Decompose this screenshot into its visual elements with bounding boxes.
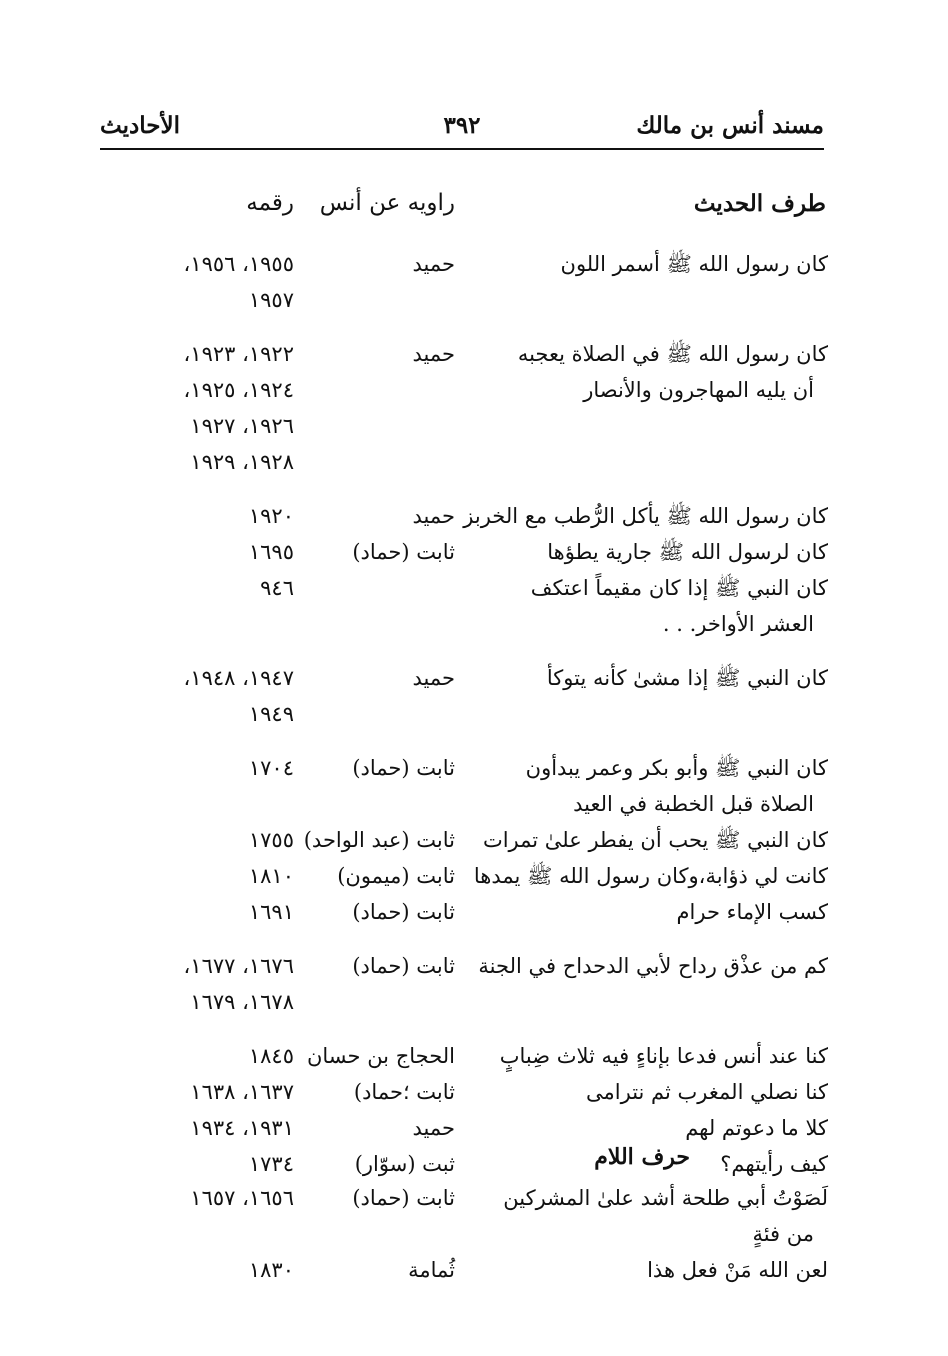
hadith-number: ١٦٩٥ bbox=[248, 540, 294, 564]
hadith-number: ١٩٤٧، ١٩٤٨، bbox=[183, 666, 294, 690]
table-row bbox=[0, 570, 948, 606]
hadith-text: أن يليه المهاجرون والأنصار bbox=[583, 378, 814, 402]
table-row bbox=[0, 498, 948, 534]
table-row bbox=[0, 372, 948, 408]
hadith-number: ١٨٤٥ bbox=[248, 1044, 294, 1068]
hadith-text: كان النبي ﷺ وأبو بكر وعمر يبدأون bbox=[525, 756, 828, 780]
hadith-number: ١٩٢٤، ١٩٢٥، bbox=[183, 378, 294, 402]
hadith-number: ١٦٩١ bbox=[248, 900, 294, 924]
hadith-text: العشر الأواخر. . . bbox=[662, 612, 814, 636]
narrator-text: الحجاج بن حسان bbox=[306, 1044, 455, 1068]
narrator-text: حميد bbox=[412, 252, 455, 276]
hadith-index-list bbox=[0, 246, 948, 1182]
hadith-text: كان النبي ﷺ يحب أن يفطر علىٰ تمرات bbox=[482, 828, 828, 852]
table-row bbox=[0, 1074, 948, 1110]
book-title: مسند أنس بن مالك bbox=[636, 112, 824, 139]
section-name: الأحاديث bbox=[100, 112, 180, 139]
table-row bbox=[0, 444, 948, 480]
table-row bbox=[0, 750, 948, 786]
hadith-number: ١٧٠٤ bbox=[248, 756, 294, 780]
hadith-number: ١٨٣٠ bbox=[248, 1258, 294, 1282]
hadith-text: الصلاة قبل الخطبة في العيد bbox=[573, 792, 814, 816]
column-header-narrator: راويه عن أنس bbox=[319, 190, 455, 216]
hadith-number: ١٩٣١، ١٩٣٤ bbox=[190, 1116, 294, 1140]
hadith-number: ١٦٥٦، ١٦٥٧ bbox=[190, 1186, 294, 1210]
hadith-text: كان النبي ﷺ إذا مشىٰ كأنه يتوكأ bbox=[546, 666, 828, 690]
hadith-text: لَصَوْتُ أبي طلحة أشد علىٰ المشركين bbox=[503, 1186, 828, 1210]
table-row bbox=[0, 858, 948, 894]
table-row bbox=[0, 1110, 948, 1146]
narrator-text: ثابت (عبد الواحد) bbox=[303, 828, 455, 852]
column-header-hadith: طرف الحديث bbox=[693, 190, 826, 217]
table-row bbox=[0, 786, 948, 822]
table-row bbox=[0, 606, 948, 642]
column-header-number: رقمه bbox=[246, 190, 294, 216]
hadith-number: ١٩٢٠ bbox=[248, 504, 294, 528]
hadith-number: ١٦٣٧، ١٦٣٨ bbox=[190, 1080, 294, 1104]
hadith-text: كان رسول الله ﷺ أسمر اللون bbox=[560, 252, 828, 276]
hadith-number: ١٧٣٤ bbox=[248, 1152, 294, 1176]
hadith-number: ١٨١٠ bbox=[248, 864, 294, 888]
table-row bbox=[0, 282, 948, 318]
narrator-text: ثبت (سوّار) bbox=[354, 1152, 455, 1176]
hadith-text: كنا عند أنس فدعا بإناءٍ فيه ثلاث ضِبابٍ bbox=[499, 1044, 828, 1068]
hadith-text: كان النبي ﷺ إذا كان مقيماً اعتكف bbox=[530, 576, 828, 600]
narrator-text: ثابت ؛حماد) bbox=[353, 1080, 455, 1104]
narrator-text: ثابت (حماد) bbox=[352, 900, 455, 924]
table-row bbox=[0, 408, 948, 444]
table-row bbox=[0, 822, 948, 858]
table-row bbox=[0, 1180, 948, 1216]
table-row bbox=[0, 534, 948, 570]
hadith-number: ١٩٢٦، ١٩٢٧ bbox=[190, 414, 294, 438]
section-title: حرف اللام bbox=[594, 1144, 690, 1170]
hadith-text: من فئةٍ bbox=[752, 1222, 814, 1246]
table-row bbox=[0, 696, 948, 732]
narrator-text: ثابت (حماد) bbox=[352, 954, 455, 978]
hadith-text: كم من عذْق رداح لأبي الدحداح في الجنة bbox=[478, 954, 828, 978]
hadith-text: كسب الإماء حرام bbox=[676, 900, 828, 924]
narrator-text: حميد bbox=[412, 342, 455, 366]
hadith-index-list-lam bbox=[0, 1180, 948, 1288]
table-row bbox=[0, 1146, 948, 1182]
narrator-text: حميد bbox=[412, 1116, 455, 1140]
hadith-number: ١٩٢٢، ١٩٢٣، bbox=[183, 342, 294, 366]
table-row bbox=[0, 894, 948, 930]
running-header bbox=[100, 112, 824, 146]
narrator-text: ثابت (حماد) bbox=[352, 540, 455, 564]
hadith-number: ١٧٥٥ bbox=[248, 828, 294, 852]
table-row bbox=[0, 246, 948, 282]
narrator-text: ثابت (حماد) bbox=[352, 756, 455, 780]
hadith-text: كنا نصلي المغرب ثم نترامى bbox=[586, 1080, 828, 1104]
hadith-number: ٩٤٦ bbox=[260, 576, 294, 600]
hadith-text: كان رسول الله ﷺ يأكل الرُّطب مع الخربز bbox=[463, 504, 828, 528]
narrator-text: ثابت (حماد) bbox=[352, 1186, 455, 1210]
hadith-number: ١٩٥٥، ١٩٥٦، bbox=[183, 252, 294, 276]
hadith-text: كان رسول الله ﷺ في الصلاة يعجبه bbox=[517, 342, 828, 366]
table-row bbox=[0, 336, 948, 372]
narrator-text: حميد bbox=[412, 666, 455, 690]
hadith-number: ١٩٥٧ bbox=[248, 288, 294, 312]
narrator-text: ثُمامة bbox=[408, 1258, 455, 1282]
hadith-text: كلا ما دعوتم لهم bbox=[685, 1116, 828, 1140]
narrator-text: حميد bbox=[412, 504, 455, 528]
table-row bbox=[0, 1252, 948, 1288]
table-row bbox=[0, 984, 948, 1020]
hadith-number: ١٩٤٩ bbox=[248, 702, 294, 726]
narrator-text: ثابت (ميمون) bbox=[337, 864, 455, 888]
hadith-text: كان لرسول الله ﷺ جارية يطؤها bbox=[547, 540, 828, 564]
table-row bbox=[0, 1216, 948, 1252]
page-number: ٣٩٢ bbox=[443, 112, 481, 139]
table-row bbox=[0, 660, 948, 696]
table-row bbox=[0, 1038, 948, 1074]
hadith-text: كيف رأيتهم؟ bbox=[720, 1152, 828, 1176]
table-row bbox=[0, 948, 948, 984]
hadith-number: ١٩٢٨، ١٩٢٩ bbox=[190, 450, 294, 474]
header-rule bbox=[100, 148, 824, 150]
hadith-text: كانت لي ذؤابة،وكان رسول الله ﷺ يمدها bbox=[473, 864, 828, 888]
hadith-text: لعن الله مَنْ فعل هذا bbox=[647, 1258, 828, 1282]
hadith-number: ١٦٧٦، ١٦٧٧، bbox=[183, 954, 294, 978]
hadith-number: ١٦٧٨، ١٦٧٩ bbox=[190, 990, 294, 1014]
